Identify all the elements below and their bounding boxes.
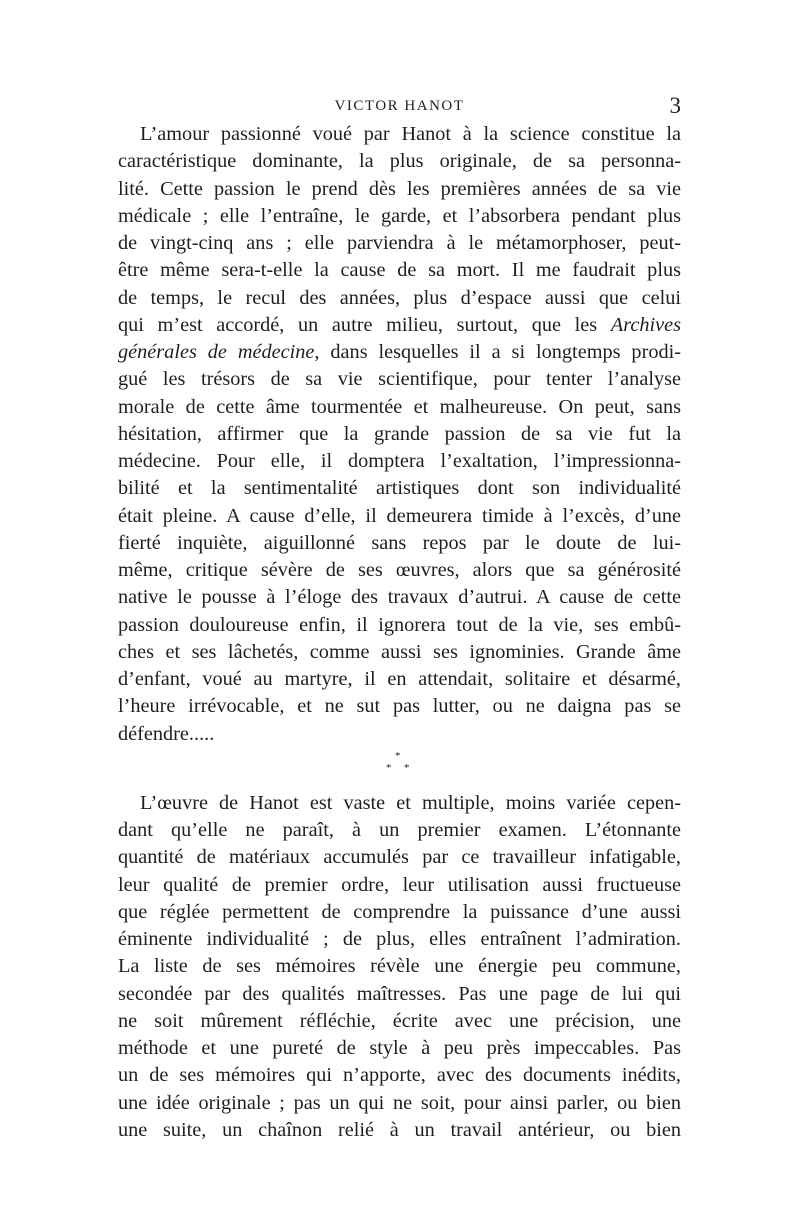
text-line: secondée par des qualités maîtresses. Pas une page de lui qui [118, 982, 681, 1005]
page-number: 3 [669, 93, 681, 118]
text-line: lité. Cette passion le prend dès les premières années de sa vie [118, 177, 681, 200]
text-line: médecine. Pour elle, il domptera l’exaltation, l’impressionna- [118, 450, 681, 472]
text-line: ne soit mûrement réfléchie, écrite avec une précision, une [118, 1009, 681, 1032]
text-segment: , dans lesquelles il a si longtemps prodi- [314, 341, 681, 363]
text-line: défendre..... [118, 722, 215, 745]
text-line: gué les trésors de sa vie scientifique, pour tenter l’analyse [118, 368, 681, 391]
running-title: VICTOR HANOT [334, 98, 465, 114]
text-line: quantité de matériaux accumulés par ce travailleur infatigable, [118, 846, 681, 869]
text-line: de vingt-cinq ans ; elle parviendra à le métamorphoser, peut- [118, 232, 681, 254]
text-line: un de ses mémoires qui n’apporte, avec des documents inédits, [118, 1064, 681, 1087]
text-line: était pleine. A cause d’elle, il demeurera timide à l’excès, d’une [118, 504, 681, 527]
text-segment: qui m’est accordé, un autre milieu, surtout, que les [118, 313, 598, 336]
section-separator [118, 748, 681, 790]
body-text [118, 121, 681, 1144]
italic-journal-title-continued: générales de médecine [118, 341, 315, 363]
text-line: même, critique sévère de ses œuvres, alors que sa générosité [118, 559, 681, 581]
text-line: être même sera-t-elle la cause de sa mort. Il me faudrait plus [118, 259, 681, 282]
text-line: que réglée permettent de comprendre la puissance d’une aussi [118, 900, 681, 923]
text-line: d’enfant, voué au martyre, il en attendait, solitaire et désarmé, [118, 668, 681, 690]
text-line [118, 339, 681, 366]
text-line: de temps, le recul des années, plus d’espace aussi que celui [118, 286, 681, 309]
text-line: méthode et une pureté de style à peu près impeccables. Pas [118, 1037, 681, 1059]
text-line: passion douloureuse enfin, il ignorera tout de la vie, ses embû- [118, 613, 681, 636]
separator-star: * [395, 749, 401, 762]
separator-star: * [386, 761, 392, 774]
text-line: leur qualité de premier ordre, leur utilisation aussi fructueuse [118, 873, 681, 896]
text-line: dant qu’elle ne paraît, à un premier examen. L’étonnante [118, 819, 681, 841]
text-line [118, 312, 681, 339]
italic-journal-title: Archives [610, 313, 681, 336]
text-line: L’amour passionné voué par Hanot à la science constitue la [140, 123, 681, 145]
text-line: morale de cette âme tourmentée et malheureuse. On peut, sans [118, 395, 681, 418]
running-head [118, 93, 681, 122]
text-line: L’œuvre de Hanot est vaste et multiple, moins variée cepen- [140, 791, 681, 814]
text-line: fierté inquiète, aiguillonné sans repos par le doute de lui- [118, 531, 681, 554]
text-line: éminente individualité ; de plus, elles entraînent l’admiration. [118, 928, 681, 950]
text-line: médicale ; elle l’entraîne, le garde, et l’absorbera pendant plus [118, 204, 681, 227]
text-line: caractéristique dominante, la plus originale, de sa personna- [118, 150, 681, 173]
text-line: native le pousse à l’éloge des travaux d’autrui. A cause de cette [118, 586, 681, 609]
separator-star: * [404, 761, 410, 774]
text-line: ches et ses lâchetés, comme aussi ses ignominies. Grande âme [118, 640, 681, 663]
text-line: bilité et la sentimentalité artistiques dont son individualité [118, 477, 681, 500]
text-line: hésitation, affirmer que la grande passion de sa vie fut la [118, 422, 681, 445]
text-line: La liste de ses mémoires révèle une énergie peu commune, [118, 955, 681, 978]
text-line: l’heure irrévocable, et ne sut pas lutter, ou ne daigna pas se [118, 695, 681, 718]
text-line: une idée originale ; pas un qui ne soit, pour ainsi parler, ou bien [118, 1091, 681, 1114]
text-line: une suite, un chaînon relié à un travail antérieur, ou bien [118, 1118, 681, 1141]
